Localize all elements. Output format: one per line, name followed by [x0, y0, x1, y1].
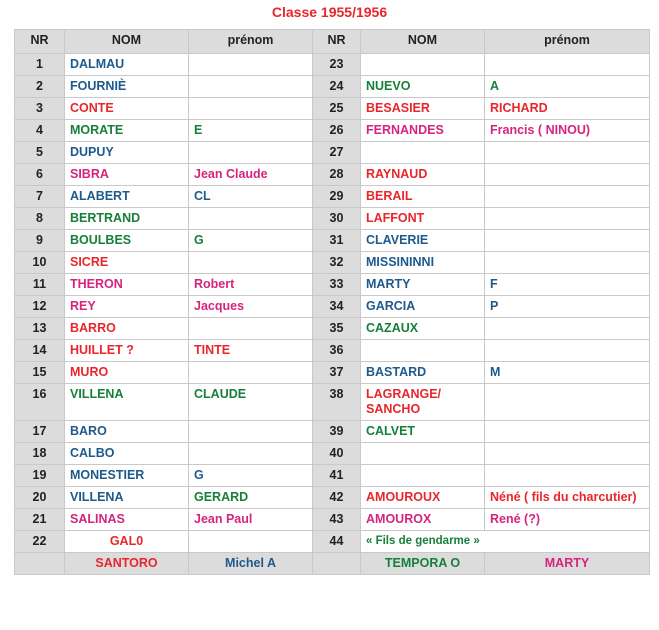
row-prenom: René (?): [485, 509, 650, 531]
footer-cell: SANTORO: [65, 553, 189, 575]
row-nom: [361, 142, 485, 164]
row-number: 3: [15, 98, 65, 120]
row-prenom: Robert: [189, 274, 313, 296]
row-nom: CALVET: [361, 421, 485, 443]
row-nom: LAFFONT: [361, 208, 485, 230]
row-nom: NUEVO: [361, 76, 485, 98]
row-number: 26: [313, 120, 361, 142]
table-row: [15, 98, 650, 120]
row-prenom: F: [485, 274, 650, 296]
row-number: 16: [15, 384, 65, 421]
row-prenom: [485, 384, 650, 421]
row-number: 8: [15, 208, 65, 230]
row-prenom: E: [189, 120, 313, 142]
table-row: [15, 54, 650, 76]
row-nom: [361, 54, 485, 76]
row-number: 7: [15, 186, 65, 208]
row-number: 14: [15, 340, 65, 362]
row-nom: THERON: [65, 274, 189, 296]
table-row: [15, 487, 650, 509]
table-row: [15, 384, 650, 421]
header-prenom: prénom: [485, 30, 650, 54]
row-prenom: [485, 186, 650, 208]
row-number: 6: [15, 164, 65, 186]
row-prenom: [189, 318, 313, 340]
row-nom: MISSININNI: [361, 252, 485, 274]
row-number: 5: [15, 142, 65, 164]
row-nom: MONESTIER: [65, 465, 189, 487]
row-number: 21: [15, 509, 65, 531]
row-nom: MORATE: [65, 120, 189, 142]
footer-empty: [313, 553, 361, 575]
row-number: 33: [313, 274, 361, 296]
row-number: 12: [15, 296, 65, 318]
header-row: [15, 30, 650, 54]
row-nom: [361, 443, 485, 465]
row-prenom: [485, 421, 650, 443]
row-prenom: Néné ( fils du charcutier): [485, 487, 650, 509]
row-number: 11: [15, 274, 65, 296]
row-prenom: TINTE: [189, 340, 313, 362]
row-prenom: [189, 142, 313, 164]
row-prenom: P: [485, 296, 650, 318]
row-number: 29: [313, 186, 361, 208]
table-row: [15, 509, 650, 531]
row-prenom: [485, 443, 650, 465]
row-nom: VILLENA: [65, 384, 189, 421]
row-nom: GARCIA: [361, 296, 485, 318]
row-nom: CONTE: [65, 98, 189, 120]
row-number: 4: [15, 120, 65, 142]
header-nom: NOM: [361, 30, 485, 54]
row-prenom: G: [189, 230, 313, 252]
row-nom: CALBO: [65, 443, 189, 465]
row-nom: DALMAU: [65, 54, 189, 76]
row-nom: AMOUROX: [361, 509, 485, 531]
row-prenom: [485, 230, 650, 252]
row-prenom: [485, 465, 650, 487]
header-prenom: prénom: [189, 30, 313, 54]
row-nom: FOURNIÈ: [65, 76, 189, 98]
table-row: [15, 142, 650, 164]
row-number: 19: [15, 465, 65, 487]
row-nom: [361, 465, 485, 487]
row-prenom: Jean Claude: [189, 164, 313, 186]
row-nom: BERTRAND: [65, 208, 189, 230]
table-row: [15, 531, 650, 553]
row-nom: BOULBES: [65, 230, 189, 252]
row-number: 42: [313, 487, 361, 509]
header-nr: NR: [313, 30, 361, 54]
row-nom: HUILLET ?: [65, 340, 189, 362]
row-number: 31: [313, 230, 361, 252]
row-prenom: G: [189, 465, 313, 487]
footer-cell: TEMPORA O: [361, 553, 485, 575]
header-nr: NR: [15, 30, 65, 54]
row-number: 13: [15, 318, 65, 340]
row-prenom: [189, 54, 313, 76]
row-number: 20: [15, 487, 65, 509]
row-prenom: RICHARD: [485, 98, 650, 120]
row-nom: [361, 340, 485, 362]
row-prenom: [485, 54, 650, 76]
table-row: [15, 252, 650, 274]
row-nom: BERAIL: [361, 186, 485, 208]
row-prenom: CL: [189, 186, 313, 208]
table-row: [15, 296, 650, 318]
row-nom: FERNANDES: [361, 120, 485, 142]
table-row: [15, 120, 650, 142]
table-row: [15, 465, 650, 487]
row-prenom: [189, 443, 313, 465]
table-row: [15, 76, 650, 98]
row-prenom: CLAUDE: [189, 384, 313, 421]
row-number: 39: [313, 421, 361, 443]
row-nom: BARO: [65, 421, 189, 443]
row-prenom: GERARD: [189, 487, 313, 509]
table-row: [15, 274, 650, 296]
header-nom: NOM: [65, 30, 189, 54]
row-nom: MURO: [65, 362, 189, 384]
row-prenom: [485, 252, 650, 274]
row-prenom: [485, 318, 650, 340]
page-title: Classe 1955/1956: [271, 4, 388, 20]
row-number: 36: [313, 340, 361, 362]
row-prenom: [485, 164, 650, 186]
row-nom: BESASIER: [361, 98, 485, 120]
row-prenom: A: [485, 76, 650, 98]
row-number: 15: [15, 362, 65, 384]
table-row: [15, 208, 650, 230]
row-prenom: [189, 252, 313, 274]
row-prenom: [189, 98, 313, 120]
row-nom: GAL0: [65, 531, 189, 553]
row-nom: BASTARD: [361, 362, 485, 384]
table-row: [15, 362, 650, 384]
row-number: 22: [15, 531, 65, 553]
row-number: 43: [313, 509, 361, 531]
class-table: [14, 29, 650, 575]
row-nom: SIBRA: [65, 164, 189, 186]
row-number: 32: [313, 252, 361, 274]
row-nom: BARRO: [65, 318, 189, 340]
row-prenom: [485, 340, 650, 362]
row-number: 23: [313, 54, 361, 76]
table-row: [15, 443, 650, 465]
row-number: 40: [313, 443, 361, 465]
row-number: 35: [313, 318, 361, 340]
row-number: 28: [313, 164, 361, 186]
row-number: 9: [15, 230, 65, 252]
row-prenom: Jacques: [189, 296, 313, 318]
row-prenom: [485, 208, 650, 230]
row-prenom: [189, 76, 313, 98]
row-nom: CAZAUX: [361, 318, 485, 340]
footer-cell: MARTY: [485, 553, 650, 575]
row-number: 27: [313, 142, 361, 164]
footer-empty: [15, 553, 65, 575]
row-prenom: [189, 421, 313, 443]
row-note: « Fils de gendarme »: [361, 531, 650, 553]
row-number: 37: [313, 362, 361, 384]
row-prenom: [485, 142, 650, 164]
table-row: [15, 186, 650, 208]
row-prenom: [189, 531, 313, 553]
row-number: 30: [313, 208, 361, 230]
row-prenom: [189, 208, 313, 230]
row-number: 34: [313, 296, 361, 318]
row-nom: DUPUY: [65, 142, 189, 164]
row-nom: CLAVERIE: [361, 230, 485, 252]
row-nom: MARTY: [361, 274, 485, 296]
row-nom: AMOUROUX: [361, 487, 485, 509]
row-number: 10: [15, 252, 65, 274]
table-row: [15, 230, 650, 252]
row-nom: LAGRANGE/ SANCHO: [361, 384, 485, 421]
row-number: 24: [313, 76, 361, 98]
table-row: [15, 318, 650, 340]
row-nom: VILLENA: [65, 487, 189, 509]
row-number: 25: [313, 98, 361, 120]
row-prenom: [189, 362, 313, 384]
row-nom: REY: [65, 296, 189, 318]
row-nom: SICRE: [65, 252, 189, 274]
row-nom: RAYNAUD: [361, 164, 485, 186]
row-number: 17: [15, 421, 65, 443]
row-prenom: Jean Paul: [189, 509, 313, 531]
row-prenom: Francis ( NINOU): [485, 120, 650, 142]
table-row: [15, 340, 650, 362]
footer-row: [15, 553, 650, 575]
row-number: 38: [313, 384, 361, 421]
row-number: 1: [15, 54, 65, 76]
table-row: [15, 164, 650, 186]
row-number: 41: [313, 465, 361, 487]
row-number: 18: [15, 443, 65, 465]
row-number: 44: [313, 531, 361, 553]
row-nom: ALABERT: [65, 186, 189, 208]
row-number: 2: [15, 76, 65, 98]
row-prenom: M: [485, 362, 650, 384]
table-row: [15, 421, 650, 443]
footer-cell: Michel A: [189, 553, 313, 575]
row-nom: SALINAS: [65, 509, 189, 531]
